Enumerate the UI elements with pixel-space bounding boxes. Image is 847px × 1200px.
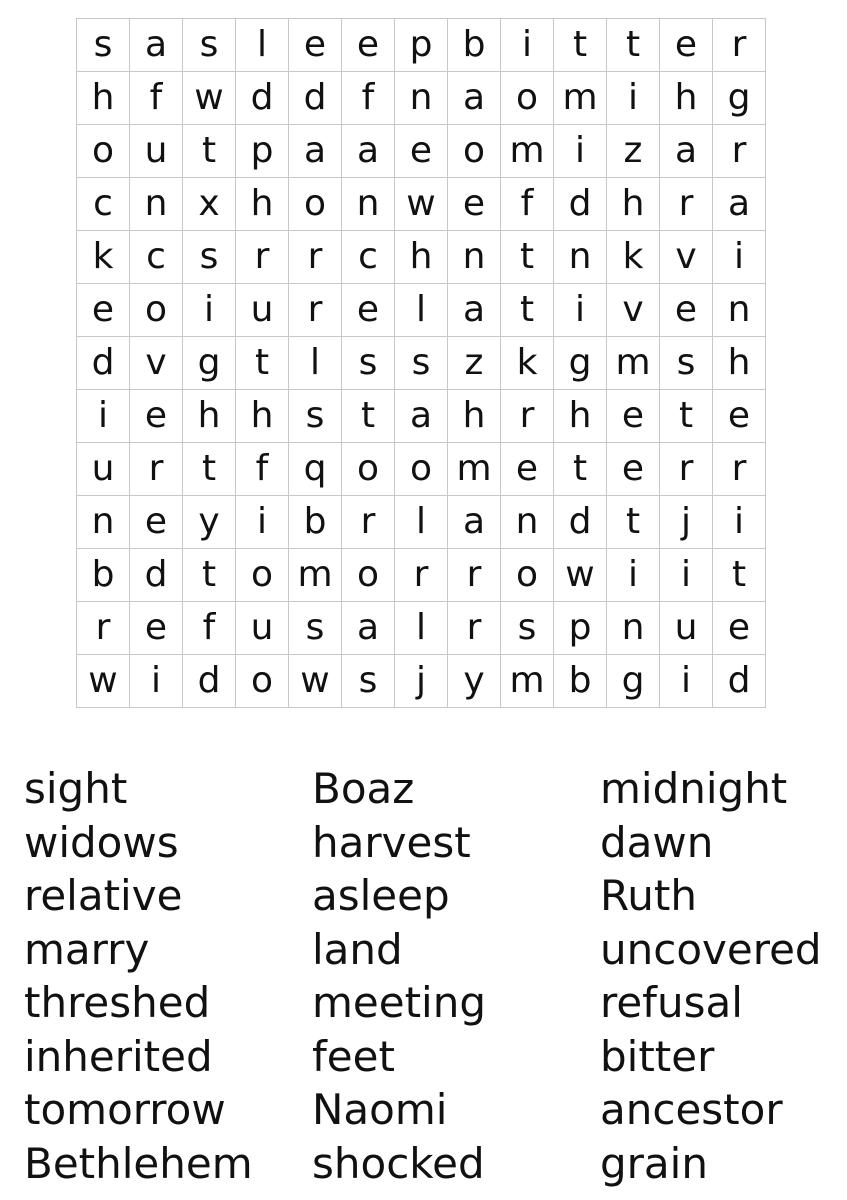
grid-cell: a	[342, 125, 395, 178]
grid-cell: e	[395, 125, 448, 178]
grid-cell: t	[607, 496, 660, 549]
grid-cell: r	[501, 390, 554, 443]
grid-cell: e	[77, 284, 130, 337]
grid-cell: n	[713, 284, 766, 337]
grid-cell: s	[289, 602, 342, 655]
grid-cell: t	[660, 390, 713, 443]
grid-cell: i	[607, 549, 660, 602]
grid-cell: f	[342, 72, 395, 125]
grid-cell: e	[501, 443, 554, 496]
grid-cell: o	[77, 125, 130, 178]
grid-cell: z	[448, 337, 501, 390]
grid-cell: e	[607, 443, 660, 496]
grid-cell: c	[77, 178, 130, 231]
grid-cell: l	[395, 602, 448, 655]
grid-cell: i	[501, 19, 554, 72]
grid-cell: s	[77, 19, 130, 72]
grid-cell: e	[607, 390, 660, 443]
grid-cell: u	[236, 284, 289, 337]
grid-cell: b	[289, 496, 342, 549]
grid-cell: a	[660, 125, 713, 178]
grid-cell: v	[607, 284, 660, 337]
word-item: midnight	[600, 764, 788, 813]
grid-cell: e	[713, 390, 766, 443]
grid-cell: l	[289, 337, 342, 390]
grid-cell: u	[236, 602, 289, 655]
grid-cell: q	[289, 443, 342, 496]
word-item: sight	[24, 764, 128, 813]
grid-cell: f	[236, 443, 289, 496]
grid-cell: e	[342, 19, 395, 72]
grid-cell: g	[183, 337, 236, 390]
grid-cell: a	[395, 390, 448, 443]
grid-cell: l	[395, 284, 448, 337]
grid-cell: d	[130, 549, 183, 602]
grid-cell: e	[448, 178, 501, 231]
grid-cell: o	[395, 443, 448, 496]
grid-cell: y	[183, 496, 236, 549]
grid-cell: s	[501, 602, 554, 655]
grid-cell: r	[713, 19, 766, 72]
grid-cell: m	[607, 337, 660, 390]
grid-cell: t	[713, 549, 766, 602]
grid-cell: i	[607, 72, 660, 125]
grid-cell: g	[713, 72, 766, 125]
grid-cell: r	[713, 443, 766, 496]
grid-cell: v	[660, 231, 713, 284]
word-item: Naomi	[312, 1085, 448, 1134]
grid-cell: b	[77, 549, 130, 602]
word-item: inherited	[24, 1031, 213, 1081]
grid-cell: l	[236, 19, 289, 72]
grid-cell: a	[342, 602, 395, 655]
grid-cell: w	[395, 178, 448, 231]
grid-cell: i	[183, 284, 236, 337]
word-list-column-2	[312, 762, 486, 1190]
grid-cell: x	[183, 178, 236, 231]
grid-cell: n	[607, 602, 660, 655]
grid-cell: d	[554, 496, 607, 549]
grid-cell: h	[448, 390, 501, 443]
grid-cell: f	[183, 602, 236, 655]
grid-cell: h	[236, 390, 289, 443]
grid-cell: i	[660, 655, 713, 708]
grid-cell: h	[607, 178, 660, 231]
grid-cell: f	[130, 72, 183, 125]
grid-cell: t	[236, 337, 289, 390]
word-item: threshed	[24, 978, 211, 1027]
grid-cell: i	[713, 496, 766, 549]
grid-cell: o	[342, 443, 395, 496]
grid-cell: s	[183, 231, 236, 284]
grid-cell: h	[183, 390, 236, 443]
grid-cell: s	[342, 337, 395, 390]
grid-cell: p	[236, 125, 289, 178]
grid-cell: t	[501, 284, 554, 337]
grid-cell: r	[130, 443, 183, 496]
grid-cell: h	[660, 72, 713, 125]
grid-cell: n	[130, 178, 183, 231]
word-item: widows	[24, 817, 179, 867]
grid-cell: t	[183, 125, 236, 178]
grid-cell: v	[130, 337, 183, 390]
grid-cell: d	[236, 72, 289, 125]
grid-cell: n	[448, 231, 501, 284]
grid-cell: l	[395, 496, 448, 549]
grid-cell: o	[448, 125, 501, 178]
grid-cell: b	[554, 655, 607, 708]
grid-cell: i	[236, 496, 289, 549]
grid-cell: w	[289, 655, 342, 708]
word-item: feet	[312, 1031, 395, 1081]
word-item: Boaz	[312, 764, 415, 813]
word-list-column-3	[600, 762, 822, 1190]
word-list	[0, 762, 847, 1192]
grid-cell: o	[342, 549, 395, 602]
grid-cell: r	[77, 602, 130, 655]
grid-cell: i	[554, 125, 607, 178]
grid-cell: r	[236, 231, 289, 284]
grid-cell: e	[130, 496, 183, 549]
grid-cell: d	[77, 337, 130, 390]
grid-cell: t	[554, 19, 607, 72]
grid-cell: m	[554, 72, 607, 125]
word-item: Bethlehem	[24, 1138, 253, 1188]
grid-cell: e	[130, 390, 183, 443]
grid-cell: r	[448, 602, 501, 655]
grid-cell: s	[342, 655, 395, 708]
grid-cell: h	[236, 178, 289, 231]
word-item: uncovered	[600, 924, 822, 974]
grid-cell: f	[501, 178, 554, 231]
grid-cell: e	[289, 19, 342, 72]
grid-cell: m	[501, 125, 554, 178]
grid-cell: e	[130, 602, 183, 655]
word-item: marry	[24, 924, 150, 974]
word-item: land	[312, 924, 403, 974]
word-list-column-1	[24, 762, 253, 1190]
word-search-grid	[76, 18, 766, 708]
grid-cell: a	[448, 72, 501, 125]
word-item: refusal	[600, 978, 743, 1027]
grid-cell: k	[77, 231, 130, 284]
grid-cell: e	[660, 19, 713, 72]
grid-cell: c	[130, 231, 183, 284]
grid-cell: n	[554, 231, 607, 284]
grid-cell: a	[289, 125, 342, 178]
grid-cell: c	[342, 231, 395, 284]
grid-cell: o	[236, 655, 289, 708]
grid-cell: d	[713, 655, 766, 708]
word-item: relative	[24, 871, 183, 920]
grid-cell: h	[77, 72, 130, 125]
grid-cell: d	[183, 655, 236, 708]
grid-cell: p	[554, 602, 607, 655]
word-item: grain	[600, 1138, 708, 1188]
grid-cell: s	[660, 337, 713, 390]
grid-cell: t	[554, 443, 607, 496]
grid-cell: o	[501, 549, 554, 602]
grid-cell: r	[713, 125, 766, 178]
grid-cell: i	[713, 231, 766, 284]
grid-cell: w	[77, 655, 130, 708]
grid-cell: t	[501, 231, 554, 284]
grid-cell: a	[713, 178, 766, 231]
word-item: tomorrow	[24, 1085, 226, 1134]
grid-cell: j	[395, 655, 448, 708]
word-item: bitter	[600, 1031, 715, 1081]
word-item: shocked	[312, 1138, 485, 1188]
grid-cell: e	[660, 284, 713, 337]
grid-cell: h	[713, 337, 766, 390]
grid-cell: a	[130, 19, 183, 72]
grid-cell: u	[660, 602, 713, 655]
grid-cell: s	[183, 19, 236, 72]
grid-cell: w	[183, 72, 236, 125]
grid-cell: i	[77, 390, 130, 443]
grid-cell: o	[130, 284, 183, 337]
word-item: Ruth	[600, 871, 698, 920]
word-item: meeting	[312, 978, 487, 1027]
grid-cell: r	[289, 284, 342, 337]
grid-cell: u	[130, 125, 183, 178]
grid-cell: r	[660, 443, 713, 496]
word-item: asleep	[312, 871, 450, 920]
grid-cell: p	[395, 19, 448, 72]
grid-cell: i	[130, 655, 183, 708]
grid-cell: t	[342, 390, 395, 443]
grid-cell: h	[395, 231, 448, 284]
grid-cell: g	[554, 337, 607, 390]
grid-cell: t	[607, 19, 660, 72]
word-item: dawn	[600, 817, 714, 867]
word-item: harvest	[312, 817, 471, 867]
grid-cell: d	[289, 72, 342, 125]
grid-cell: k	[607, 231, 660, 284]
grid-cell: s	[289, 390, 342, 443]
grid-cell: z	[607, 125, 660, 178]
grid-cell: o	[236, 549, 289, 602]
grid-cell: g	[607, 655, 660, 708]
grid-cell: e	[713, 602, 766, 655]
grid-cell: m	[289, 549, 342, 602]
grid-cell: t	[183, 443, 236, 496]
grid-cell: i	[554, 284, 607, 337]
grid-cell: r	[342, 496, 395, 549]
grid-cell: t	[183, 549, 236, 602]
grid-cell: o	[289, 178, 342, 231]
grid-cell: j	[660, 496, 713, 549]
grid-cell: e	[342, 284, 395, 337]
grid-cell: o	[501, 72, 554, 125]
grid-cell: i	[660, 549, 713, 602]
grid-cell: d	[554, 178, 607, 231]
grid-cell: h	[554, 390, 607, 443]
grid-cell: k	[501, 337, 554, 390]
grid-cell: n	[395, 72, 448, 125]
grid-cell: r	[395, 549, 448, 602]
grid-cell: r	[289, 231, 342, 284]
grid-cell: r	[448, 549, 501, 602]
grid-cell: b	[448, 19, 501, 72]
grid-cell: w	[554, 549, 607, 602]
grid-cell: n	[77, 496, 130, 549]
grid-cell: n	[342, 178, 395, 231]
grid-cell: a	[448, 284, 501, 337]
grid-cell: u	[77, 443, 130, 496]
grid-cell: s	[395, 337, 448, 390]
word-item: ancestor	[600, 1085, 783, 1134]
grid-cell: r	[660, 178, 713, 231]
grid-cell: n	[501, 496, 554, 549]
grid-cell: a	[448, 496, 501, 549]
grid-cell: m	[501, 655, 554, 708]
grid-cell: m	[448, 443, 501, 496]
grid-cell: y	[448, 655, 501, 708]
